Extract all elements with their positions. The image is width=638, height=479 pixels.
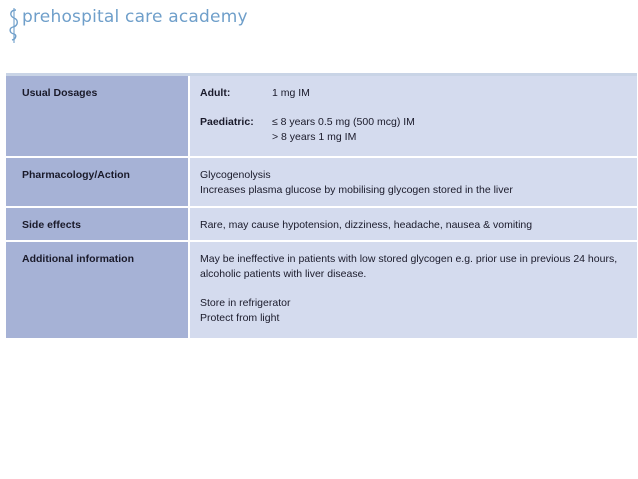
- table-row: [6, 157, 637, 207]
- row-content-side-effects: [189, 207, 637, 241]
- row-label-side-effects: Side effects: [6, 207, 189, 241]
- table-row: [6, 241, 637, 339]
- paediatric-key: Paediatric:: [200, 116, 254, 128]
- paediatric-value-1: ≤ 8 years 0.5 mg (500 mcg) IM: [272, 116, 415, 128]
- additional-line-3: Store in refrigerator: [200, 297, 291, 309]
- adult-value: 1 mg IM: [272, 87, 310, 99]
- side-effects-line-1: Rare, may cause hypotension, dizziness, headache, nausea & vomiting: [200, 219, 533, 231]
- drug-info-table: [6, 73, 637, 340]
- pharmacology-line-2: Increases plasma glucose by mobilising glycogen stored in the liver: [200, 184, 513, 196]
- header: [6, 4, 306, 44]
- row-label-pharmacology: Pharmacology/Action: [6, 157, 189, 207]
- additional-line-2: alcoholic patients with liver disease.: [200, 268, 367, 280]
- row-label-dosages: Usual Dosages: [6, 76, 189, 157]
- adult-dose: [200, 86, 629, 101]
- row-content-pharmacology: [189, 157, 637, 207]
- additional-line-4: Protect from light: [200, 312, 280, 324]
- table-row: [6, 76, 637, 157]
- row-content-additional: [189, 241, 637, 339]
- pharmacology-line-1: Glycogenolysis: [200, 169, 271, 181]
- paediatric-dose: [200, 115, 629, 145]
- row-content-dosages: [189, 76, 637, 157]
- paediatric-value-2: > 8 years 1 mg IM: [272, 131, 357, 143]
- caduceus-icon: [6, 6, 22, 44]
- additional-line-1: May be ineffective in patients with low stored glycogen e.g. prior use in previous 24 hours,: [200, 253, 618, 265]
- adult-key: Adult:: [200, 87, 231, 99]
- row-label-additional: Additional information: [6, 241, 189, 339]
- table-row: [6, 207, 637, 241]
- brand-name: prehospital care academy: [22, 7, 248, 27]
